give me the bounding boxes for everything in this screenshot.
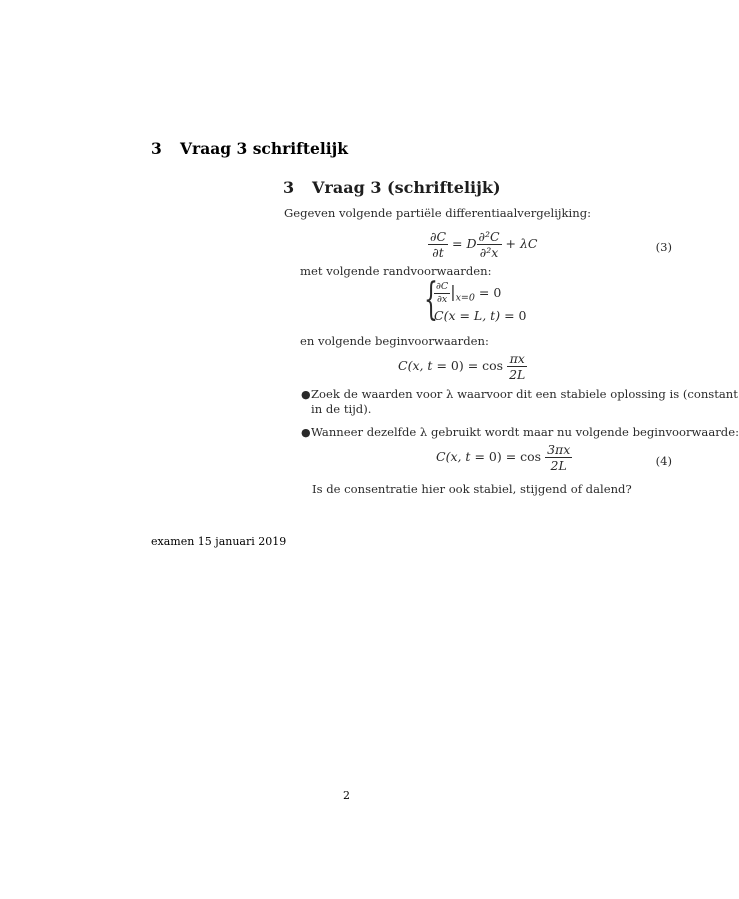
bullet-2-marker: ● <box>301 426 311 439</box>
bullet-2-text: Wanneer dezelfde λ gebruikt wordt maar nu volgende beginvoorwaarde: <box>311 425 739 439</box>
excerpt-heading-title: Vraag 3 (schriftelijk) <box>312 178 501 197</box>
exam-date-note: examen 15 januari 2019 <box>151 535 287 548</box>
equation-3: $\frac{\partial C}{\partial t}$ = D $\frac{\text{∂²C}}{\text{∂²x}}$ + λC <box>430 229 538 261</box>
bullet-1-line-1: Zoek de waarden voor λ waarvoor dit een stabiele oplossing is (constant <box>311 387 738 401</box>
exam-question-image <box>272 170 739 510</box>
equation-4-number: (4) <box>655 454 672 468</box>
boundary-intro: met volgende randvoorwaarden: <box>300 264 492 278</box>
initial-intro: en volgende beginvoorwaarden: <box>300 334 489 348</box>
initial-condition: C(x, t = 0) = cos $\frac{\pi x}{2L}$ <box>398 351 526 383</box>
section-title: Vraag 3 schriftelijk <box>180 139 348 158</box>
bullet-1-line-2: in de tijd). <box>311 402 372 416</box>
bullet-1-marker: ● <box>301 388 311 401</box>
page-number: 2 <box>343 789 350 802</box>
excerpt-heading-number: 3 <box>283 178 295 197</box>
boundary-conditions: { $\frac{\partial C}{\partial x}$ $|_{x=0} = 0$ C(x = L, t) = 0 <box>424 274 527 325</box>
equation-4: C(x, t = 0) = cos $\frac{3\pi x}{2L}$ <box>436 442 571 474</box>
intro-text: Gegeven volgende partiële differentiaalvergelijking: <box>284 206 592 220</box>
equation-3-number: (3) <box>655 240 672 254</box>
question-text: Is de consentratie hier ook stabiel, stijgend of dalend? <box>312 482 632 496</box>
section-number: 3 <box>151 139 162 158</box>
